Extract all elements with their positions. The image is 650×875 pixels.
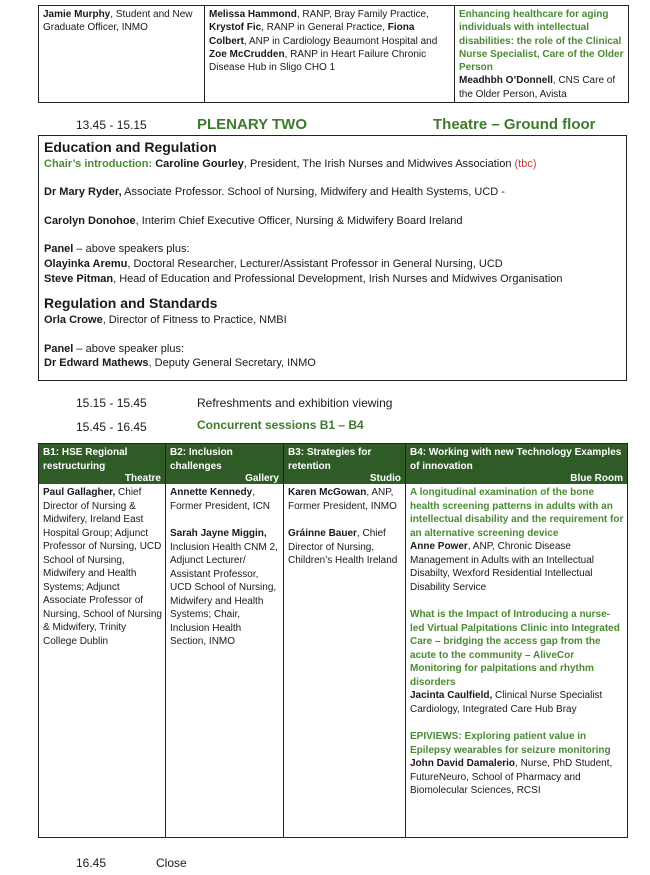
speaker-name: Jacinta Caulfield,	[410, 690, 493, 701]
talk-title: What is the Impact of Introducing a nurse-led Virtual Palpitations Clinic into Integrated Care – bridging the access gap from the acute to the community – AliveCor Monitoring for palpitations and rhythm disorders	[410, 609, 620, 688]
speaker-name: John David Damalerio	[410, 758, 516, 769]
speaker-role: Chief Director of Nursing & Midwifery, Ireland East Hospital Group; Adjunct Professor of Nursing, UCD School of Nursing, Midwifery and Health Systems; Adjunct Associate Professor of Nursing, School of Nursing & Midwifery, Trinity College Dublin	[43, 487, 162, 647]
panel-label: Panel	[44, 243, 74, 256]
speaker-role: Hub Bray	[532, 703, 577, 715]
speaker-name: Krystof Fic	[209, 22, 262, 34]
speaker-role: Associate Professor. School of Nursing, Midwifery and Health Systems, UCD -	[121, 186, 505, 199]
talk-title: Enhancing healthcare for aging individuals with intellectual disabilities: the role of the Clinical Nurse Specialist, Care of the Older Person	[459, 9, 624, 74]
chair-label: Chair’s introduction:	[44, 157, 156, 170]
speaker-role: , Chief Director of Nursing, Children’s Health Ireland	[288, 528, 398, 566]
refreshments-label: Refreshments and exhibition viewing	[197, 396, 393, 410]
speaker-name: Orla Crowe	[44, 313, 103, 326]
speaker-name: Paul Gallagher,	[43, 487, 116, 498]
chair-role: , President, The Irish Nurses and Midwives Association	[243, 157, 515, 170]
session-b1	[39, 444, 165, 837]
concurrent-label: Concurrent sessions B1 – B4	[197, 418, 364, 432]
panel-label: Panel	[44, 342, 74, 355]
speaker-name: Melissa Hammond	[209, 9, 297, 20]
speaker-role: , RANP, Bray Family Practice,	[296, 9, 429, 20]
speaker-name: Annette Kennedy	[170, 487, 253, 498]
speaker-role: , Student and New Graduate Officer, INMO	[43, 9, 193, 34]
speaker-name: Zoe McCrudden	[209, 48, 285, 60]
session-room: Gallery	[245, 473, 279, 484]
speaker-role: , RANP in Heart Failure Chronic Disease Hub in Sligo CHO 1	[209, 48, 427, 74]
session-b4	[405, 444, 627, 837]
speaker-name: Olayinka Aremu	[44, 258, 128, 271]
speaker-name: Dr Mary Ryder,	[44, 186, 122, 199]
plenary-time: 13.45 - 15.15	[76, 118, 147, 132]
plenary-box	[38, 135, 627, 381]
refreshments-time: 15.15 - 15.45	[76, 396, 147, 410]
session-heading: B1: HSE Regional restructuring	[43, 447, 128, 472]
speaker-role: , Nurse, PhD Student, FutureNeuro, School of Pharmacy and Biomolecular Sciences, RCSI	[410, 758, 613, 796]
session-heading: B2: Inclusion challenges	[170, 447, 233, 472]
speaker-role: Inclusion Health CNM 2, Adjunct Lecturer/ Assistant Professor, UCD School of Nursing, Midwifery and Health Systems; Chair, Inclusion Health Section, INMO	[170, 541, 278, 647]
top-table-col-1	[39, 6, 205, 102]
speaker-role: , Deputy General Secretary, INMO	[148, 357, 316, 370]
speaker-role: , Doctoral Researcher, Lecturer/Assistant Professor in General Nursing, UCD	[127, 258, 503, 271]
plenary-room: Theatre – Ground floor	[433, 116, 596, 133]
speaker-role: , Head of Education and Professional Development, Irish Nurses and Midwives Organisation	[113, 272, 563, 285]
chair-name: Caroline Gourley	[155, 157, 244, 170]
top-table-col-2	[205, 6, 455, 102]
plenary-title: PLENARY TWO	[197, 116, 308, 133]
session-room: Theatre	[124, 473, 161, 484]
session-room: Blue Room	[570, 473, 623, 484]
talk-title: A longitudinal examination of the bone health screening patterns in adults with an intellectual disability and the requirement for an alternative screening device	[410, 487, 624, 539]
speaker-role: , Former President, ICN	[170, 487, 271, 512]
speaker-name: Karen McGowan	[288, 487, 367, 498]
speaker-name: Fiona Colbert	[209, 22, 415, 47]
session-room: Studio	[369, 473, 401, 484]
speaker-role: , Director of Fitness to Practice, NMBI	[102, 313, 287, 326]
speaker-role: Clinical Nurse Specialist Cardiology,	[410, 690, 603, 715]
speaker-role: , Interim Chief Executive Officer, Nursing & Midwifery Board Ireland	[135, 214, 463, 227]
concurrent-sessions-table	[38, 443, 628, 838]
top-session-table	[38, 5, 629, 103]
panel-text: – above speakers plus:	[73, 243, 190, 256]
talk-title: EPIVIEWS: Exploring patient value in Epilepsy wearables for seizure monitoring	[410, 731, 611, 756]
concurrent-time: 15.45 - 16.45	[76, 420, 147, 434]
speaker-name: Sarah Jayne Miggin,	[170, 528, 267, 539]
speaker-role: , ANP, Former President, INMO	[288, 487, 397, 512]
panel-text: – above speaker plus:	[73, 342, 185, 355]
speaker-name: Carolyn Donohoe	[44, 214, 136, 227]
session-b2	[165, 444, 283, 837]
speaker-name: Dr Edward Mathews	[44, 357, 149, 370]
speaker-role: , RANP in General Practice,	[261, 22, 388, 34]
session-heading: B4: Working with new Technology Examples of innovation	[410, 447, 622, 472]
speaker-role: Integrated Care	[462, 703, 533, 715]
tbc-note: (tbc)	[514, 157, 537, 170]
speaker-role: , ANP in Cardiology Beaumont Hospital and	[244, 35, 438, 47]
speaker-role: , CNS Care of the Older Person, Avista	[459, 75, 616, 100]
section-heading: Regulation and Standards	[44, 295, 218, 312]
session-heading: B3: Strategies for retention	[288, 447, 372, 472]
speaker-name: Meadhbh O’Donnell	[459, 75, 553, 87]
close-label: Close	[156, 856, 187, 870]
top-table-col-3	[455, 6, 628, 102]
close-time: 16.45	[76, 856, 107, 870]
speaker-name: Anne Power	[410, 541, 468, 552]
section-heading: Education and Regulation	[44, 139, 217, 155]
speaker-name: Jamie Murphy	[43, 9, 111, 20]
speaker-name: Steve Pitman	[44, 272, 114, 285]
speaker-role: , ANP, Chronic Disease Management in Adults with an Intellectual Disabilty, Wexford Residential Intellectual Disability Service	[410, 541, 594, 593]
speaker-name: Gráinne Bauer	[288, 528, 357, 539]
session-b3	[283, 444, 405, 837]
